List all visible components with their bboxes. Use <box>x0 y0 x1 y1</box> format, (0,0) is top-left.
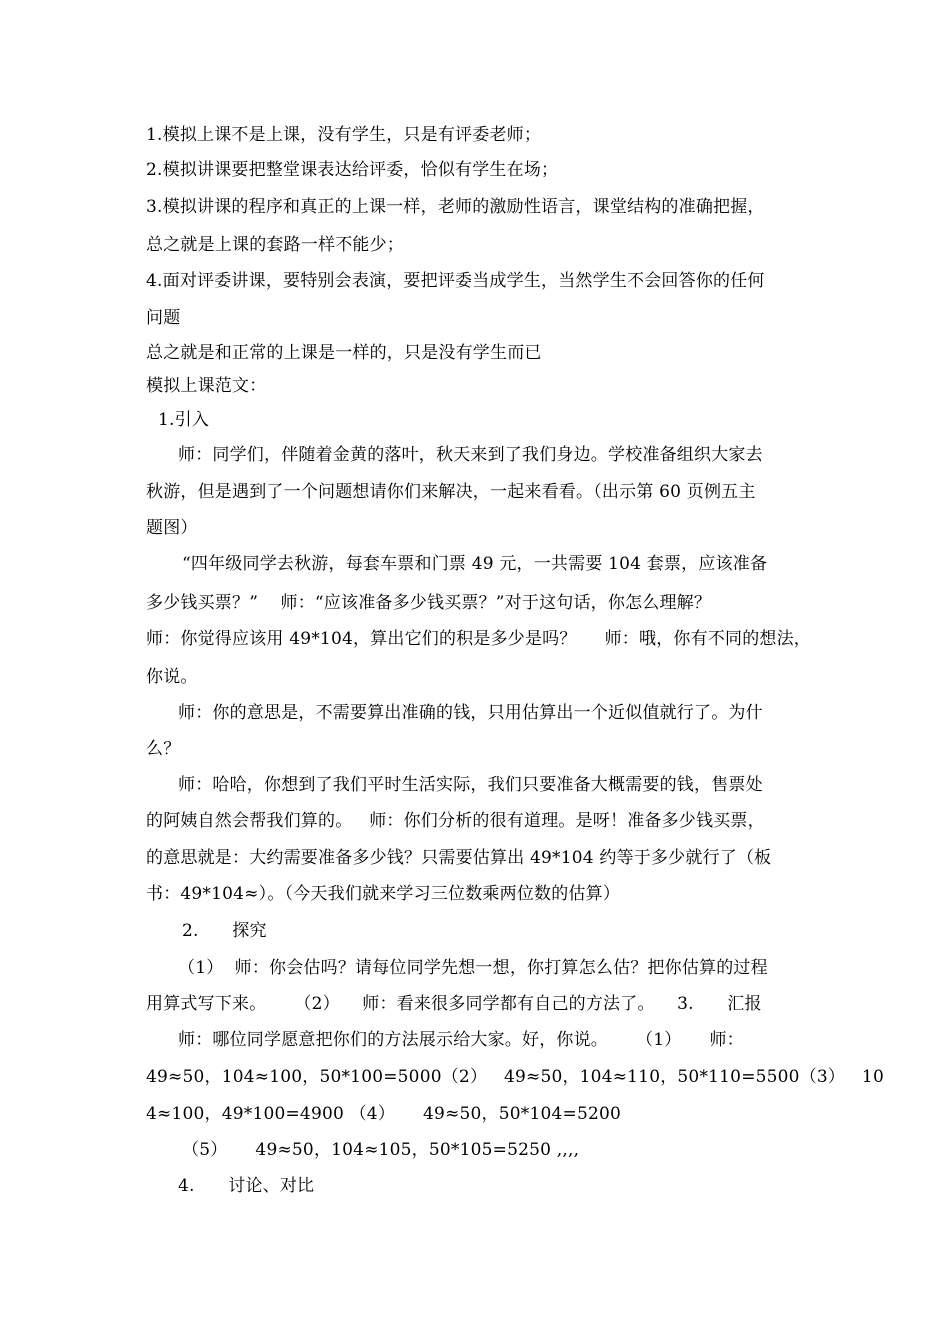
text-line-12: 题图） <box>146 518 198 538</box>
text-line-10: 师：同学们，伴随着金黄的落叶，秋天来到了我们身边。学校准备组织大家去 <box>178 445 763 465</box>
text-line-25: 用算式写下来。 （2） 师：看来很多同学都有自己的方法了。 3. 汇报 <box>146 994 762 1014</box>
text-line-5: 4.面对评委讲课，要特别会表演，要把评委当成学生，当然学生不会回答你的任何 <box>146 271 765 291</box>
section-heading-intro: 1.引入 <box>158 410 210 430</box>
text-line-19: 师：哈哈，你想到了我们平时生活实际，我们只要准备大概需要的钱，售票处 <box>178 775 763 795</box>
text-line-18: 么？ <box>146 739 181 759</box>
section-heading-discuss: 4. 讨论、对比 <box>178 1176 315 1196</box>
text-line-11: 秋游，但是遇到了一个问题想请你们来解决，一起来看看。（出示第 60 页例五主 <box>146 482 756 502</box>
text-line-13: “四年级同学去秋游，每套车票和门票 49 元，一共需要 104 套票，应该准备 <box>182 554 768 574</box>
text-line-3: 3.模拟讲课的程序和真正的上课一样，老师的激励性语言，课堂结构的准确把握， <box>146 197 765 217</box>
text-line-17: 师：你的意思是，不需要算出准确的钱，只用估算出一个近似值就行了。为什 <box>178 703 763 723</box>
text-line-6: 问题 <box>146 308 181 328</box>
section-heading-explore: 2. 探究 <box>182 921 267 941</box>
text-line-24: （1） 师：你会估吗？请每位同学先想一想，你打算怎么估？把你估算的过程 <box>178 958 768 978</box>
text-line-29: （5） 49≈50，104≈105，50*105=5250 ,,,, <box>182 1140 580 1160</box>
text-line-1: 1.模拟上课不是上课，没有学生，只是有评委老师； <box>146 125 542 145</box>
text-line-27: 49≈50，104≈100，50*100=5000（2） 49≈50，104≈110，50*110=5500（3） 10 <box>146 1067 884 1087</box>
text-line-28: 4≈100，49*100=4900 （4） 49≈50，50*104=5200 <box>146 1104 622 1124</box>
text-line-22: 书：49*104≈）。（今天我们就来学习三位数乘两位数的估算） <box>146 884 621 904</box>
text-line-26: 师：哪位同学愿意把你们的方法展示给大家。好，你说。 （1） 师： <box>178 1030 744 1050</box>
text-line-21: 的意思就是：大约需要准备多少钱？只需要估算出 49*104 约等于多少就行了（板 <box>146 848 772 868</box>
text-line-16: 你说。 <box>146 667 198 687</box>
text-line-15: 师：你觉得应该用 49*104，算出它们的积是多少是吗？ 师：哦，你有不同的想法， <box>146 629 812 649</box>
section-heading-sample: 模拟上课范文： <box>146 376 267 396</box>
text-line-2: 2.模拟讲课要把整堂课表达给评委，恰似有学生在场； <box>146 160 559 180</box>
text-line-7: 总之就是和正常的上课是一样的，只是没有学生而已 <box>146 343 542 363</box>
text-line-14: 多少钱买票？” 师：“应该准备多少钱买票？”对于这句话，你怎么理解？ <box>146 593 712 613</box>
text-line-4: 总之就是上课的套路一样不能少； <box>146 235 404 255</box>
text-line-20: 的阿姨自然会帮我们算的。 师：你们分析的很有道理。是呀！准备多少钱买票， <box>146 811 765 831</box>
